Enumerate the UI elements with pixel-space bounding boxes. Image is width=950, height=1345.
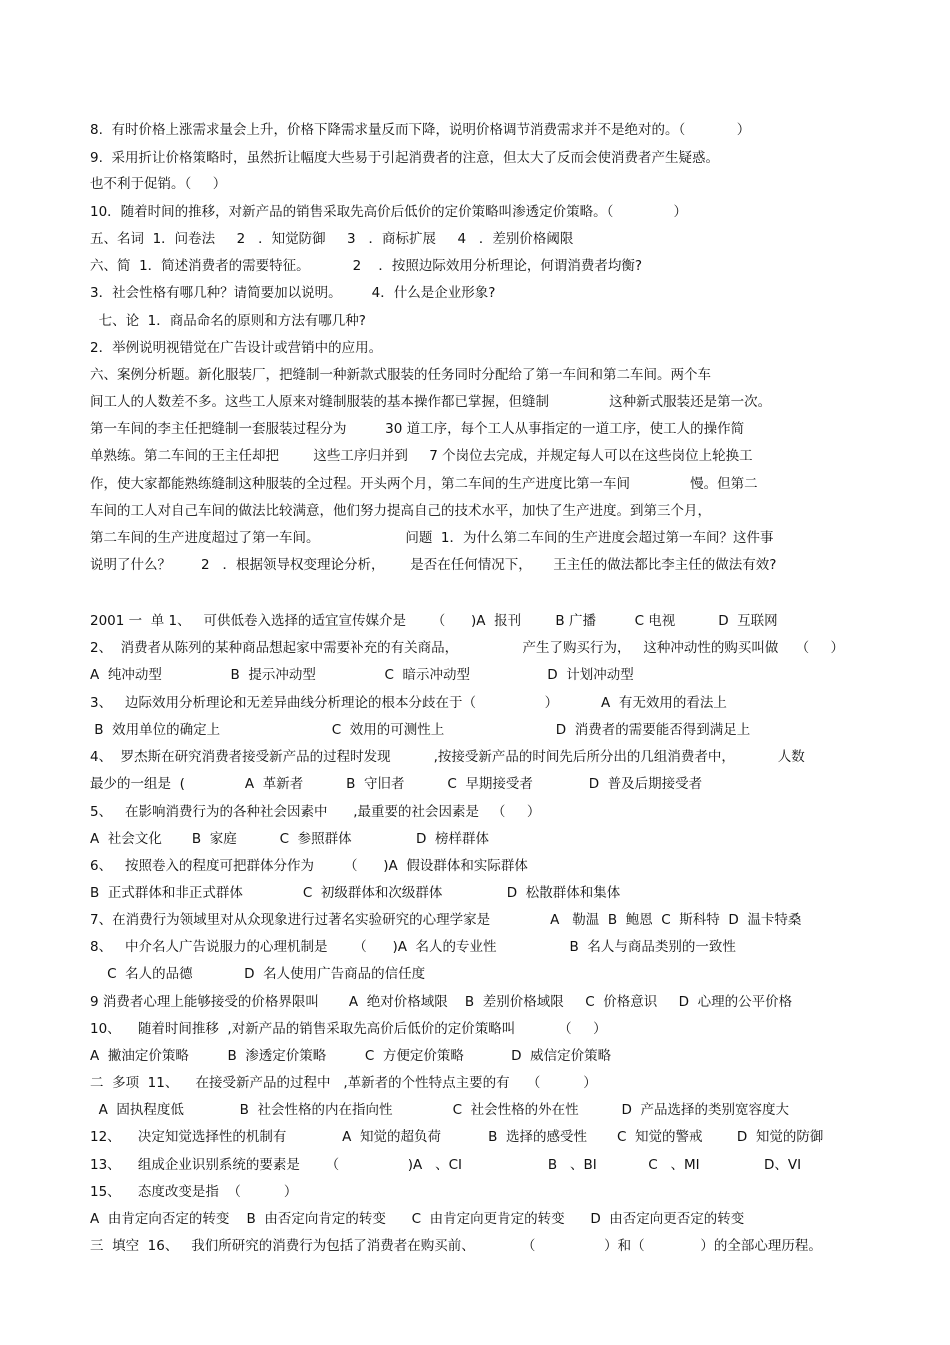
text-line: 也不利于促销。（ ） bbox=[90, 176, 227, 192]
text-line: 9 消费者心理上能够接受的价格界限叫 A 绝对价格域限 B 差别价格域限 C 价格意识 D 心理的公平价格 bbox=[90, 994, 793, 1010]
text-line: 间工人的人数差不多。这些工人原来对缝制服装的基本操作都已掌握，但缝制 这种新式服装还是第一次。 bbox=[90, 394, 772, 410]
text-line: 最少的一组是 ( A 革新者 B 守旧者 C 早期接受者 D 普及后期接受者 bbox=[90, 776, 703, 792]
text-line: A 撇油定价策略 B 渗透定价策略 C 方便定价策略 D 威信定价策略 bbox=[90, 1048, 612, 1064]
text-line: 4、 罗杰斯在研究消费者接受新产品的过程时发现 ,按接受新产品的时间先后所分出的几组消费者中， 人数 bbox=[90, 749, 805, 765]
text-line: 5、 在影响消费行为的各种社会因素中 ,最重要的社会因素是 （ ） bbox=[90, 804, 541, 820]
text-line: 12、 决定知觉选择性的机制有 A 知觉的超负荷 B 选择的感受性 C 知觉的警戒 D 知觉的防御 bbox=[90, 1129, 824, 1145]
text-line: 作，使大家都能熟练缝制这种服装的全过程。开头两个月，第二车间的生产进度比第一车间 慢。但第二 bbox=[90, 476, 758, 492]
text-line: 六、案例分析题。新化服装厂，把缝制一种新款式服装的任务同时分配给了第一车间和第二车间。两个车 bbox=[90, 367, 711, 383]
text-line: 6、 按照卷入的程度可把群体分作为 （ )A 假设群体和实际群体 bbox=[90, 858, 528, 874]
text-line: 10、 随着时间推移 ,对新产品的销售采取先高价后低价的定价策略叫 （ ） bbox=[90, 1021, 607, 1037]
text-line: 3．社会性格有哪几种？请简要加以说明。 4．什么是企业形象? bbox=[90, 285, 496, 301]
text-line: 8. 有时价格上涨需求量会上升，价格下降需求量反而下降，说明价格调节消费需求并不是绝对的。（ ） bbox=[90, 122, 751, 138]
text-line: C 名人的品德 D 名人使用广告商品的信任度 bbox=[90, 966, 426, 982]
text-line: 五、名词 1．问卷法 2 ．知觉防御 3 ．商标扩展 4 ．差别价格阈限 bbox=[90, 231, 574, 247]
text-line: 10．随着时间的推移，对新产品的销售采取先高价后低价的定价策略叫渗透定价策略。（ ） bbox=[90, 204, 688, 220]
text-line: 2001 一 单 1、 可供低卷入选择的适宜宣传媒介是 （ )A 报刊 B 广播 C 电视 D 互联网 bbox=[90, 613, 778, 629]
text-line: 三 填空 16、 我们所研究的消费行为包括了消费者在购买前、 （ ）和（ ）的全部心理历程。 bbox=[90, 1238, 822, 1254]
text-line: 七、论 1．商品命名的原则和方法有哪几种? bbox=[90, 313, 366, 329]
text-line: 3、 边际效用分析理论和无差异曲线分析理论的根本分歧在于（ ） A 有无效用的看法上 bbox=[90, 695, 727, 711]
text-line: 15、 态度改变是指 （ ） bbox=[90, 1184, 298, 1200]
text-line: 二 多项 11、 在接受新产品的过程中 ,革新者的个性特点主要的有 （ ） bbox=[90, 1075, 597, 1091]
text-line: A 固执程度低 B 社会性格的内在指向性 C 社会性格的外在性 D 产品选择的类别宽容度大 bbox=[90, 1102, 790, 1118]
text-line: 9. 采用折让价格策略时，虽然折让幅度大些易于引起消费者的注意，但太大了反而会使消费者产生疑惑。 bbox=[90, 150, 719, 166]
text-line: 7、在消费行为领域里对从众现象进行过著名实验研究的心理学家是 A 勒温 B 鲍恩 C 斯科特 D 温卡特桑 bbox=[90, 912, 802, 928]
text-line: 13、 组成企业识别系统的要素是 （ )A 、CI B 、BI C 、MI D、VI bbox=[90, 1157, 802, 1173]
text-line: 第二车间的生产进度超过了第一车间。 问题 1．为什么第二车间的生产进度会超过第一车间？这件事 bbox=[90, 530, 774, 546]
text-line: A 纯冲动型 B 提示冲动型 C 暗示冲动型 D 计划冲动型 bbox=[90, 667, 634, 683]
text-line: 单熟练。第二车间的王主任却把 这些工序归并到 7 个岗位去完成，并规定每人可以在这些岗位上轮换工 bbox=[90, 448, 753, 464]
text-line: A 由肯定向否定的转变 B 由否定向肯定的转变 C 由肯定向更肯定的转变 D 由否定向更否定的转变 bbox=[90, 1211, 745, 1227]
text-line: 第一车间的李主任把缝制一套服装过程分为 30 道工序，每个工人从事指定的一道工序，使工人的操作简 bbox=[90, 421, 745, 437]
text-line: 六、简 1．简述消费者的需要特征。 2 ．按照边际效用分析理论，何谓消费者均衡? bbox=[90, 258, 643, 274]
text-line: 2、 消费者从陈列的某种商品想起家中需要补充的有关商品， 产生了购买行为， 这种冲动性的购买叫做 （ ） bbox=[90, 640, 845, 656]
text-line: B 正式群体和非正式群体 C 初级群体和次级群体 D 松散群体和集体 bbox=[90, 885, 621, 901]
text-line: A 社会文化 B 家庭 C 参照群体 D 榜样群体 bbox=[90, 831, 489, 847]
text-line: B 效用单位的确定上 C 效用的可测性上 D 消费者的需要能否得到满足上 bbox=[90, 722, 751, 738]
text-line: 车间的工人对自己车间的做法比较满意，他们努力提高自己的技术水平，加快了生产进度。到第三个月， bbox=[90, 503, 711, 519]
text-line: 8、 中介名人广告说服力的心理机制是 （ )A 名人的专业性 B 名人与商品类别的一致性 bbox=[90, 939, 736, 955]
text-line: 说明了什么？ 2 ．根据领导权变理论分析， 是否在任何情况下， 王主任的做法都比李主任的做法有效? bbox=[90, 557, 777, 573]
text-line: 2．举例说明视错觉在广告设计或营销中的应用。 bbox=[90, 340, 383, 356]
